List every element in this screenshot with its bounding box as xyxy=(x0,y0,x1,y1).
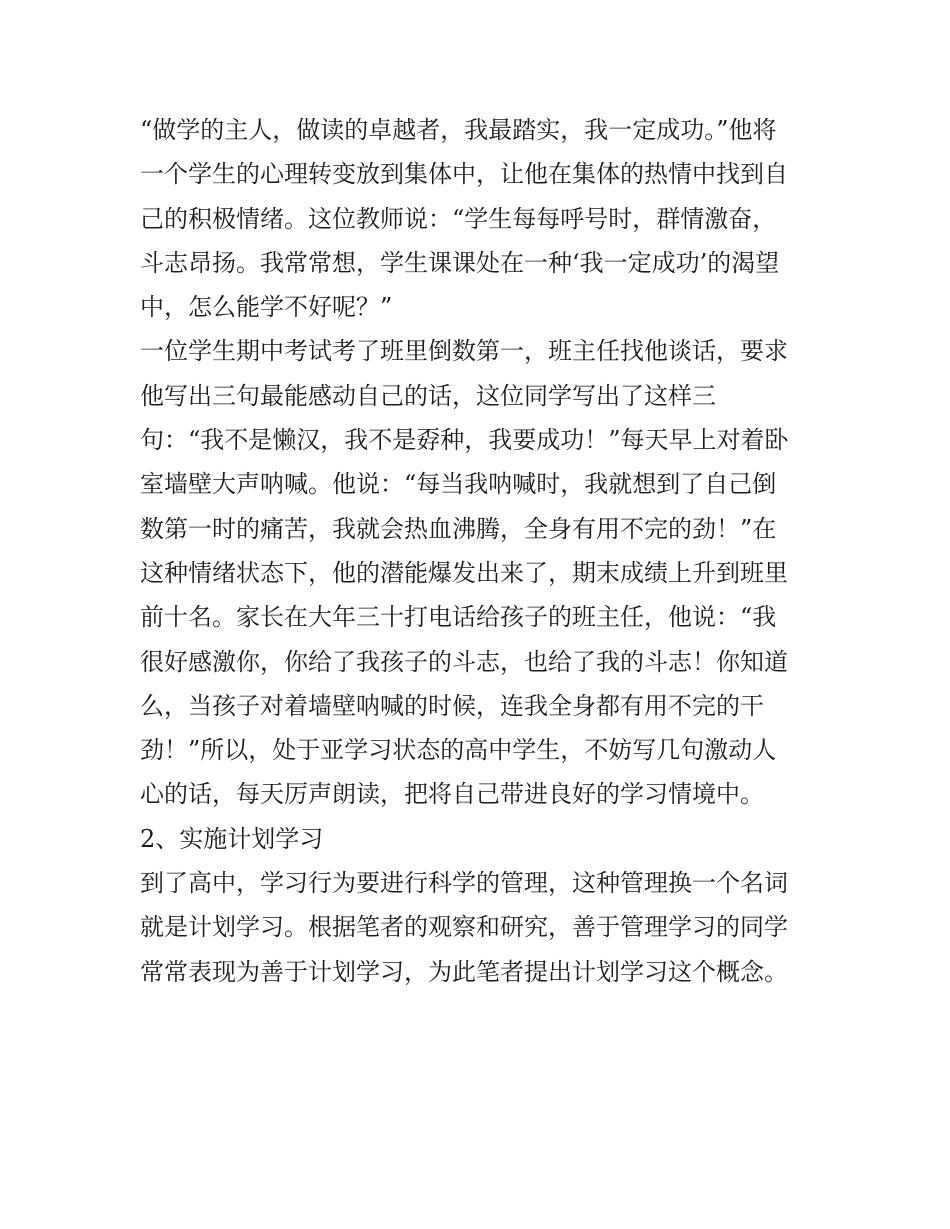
text-line: 就是计划学习。根据笔者的观察和研究，善于管理学习的同学 xyxy=(140,913,788,942)
text-line: 室墙壁大声呐喊。他说：“每当我呐喊时，我就想到了自己倒 xyxy=(140,470,777,499)
text-line: 到了高中，学习行为要进行科学的管理，这种管理换一个名词 xyxy=(140,869,788,898)
text-line: 心的话，每天厉声朗读，把将自己带进良好的学习情境中。 xyxy=(140,780,764,809)
text-line: 中，怎么能学不好呢？” xyxy=(140,293,393,322)
document-body xyxy=(140,108,820,994)
text-line: 这种情绪状态下，他的潜能爆发出来了，期末成绩上升到班里 xyxy=(140,558,788,587)
text-line: 么，当孩子对着墙壁呐喊的时候，连我全身都有用不完的干 xyxy=(140,691,764,720)
text-line: 数第一时的痛苦，我就会热血沸腾，全身有用不完的劲！”在 xyxy=(140,514,777,543)
text-line: 很好感激你，你给了我孩子的斗志，也给了我的斗志！你知道 xyxy=(140,647,788,676)
section-heading: 2、实施计划学习 xyxy=(140,824,324,853)
text-line: 他写出三句最能感动自己的话，这位同学写出了这样三 xyxy=(140,381,716,410)
text-line: “做学的主人，做读的卓越者，我最踏实，我一定成功。”他将 xyxy=(140,116,777,144)
text-line: 前十名。家长在大年三十打电话给孩子的班主任，他说：“我 xyxy=(140,603,777,632)
text-line: 句：“我不是懒汉，我不是孬种，我要成功！”每天早上对着卧 xyxy=(140,426,789,455)
text-line: 一位学生期中考试考了班里倒数第一，班主任找他谈话，要求 xyxy=(140,337,788,366)
text-line: 常常表现为善于计划学习，为此笔者提出计划学习这个概念。 xyxy=(140,957,788,986)
text-line: 己的积极情绪。这位教师说：“学生每每呼号时，群情激奋， xyxy=(140,204,777,233)
text-line: 劲！”所以，处于亚学习状态的高中学生，不妨写几句激动人 xyxy=(140,736,777,765)
text-line: 一个学生的心理转变放到集体中，让他在集体的热情中找到自 xyxy=(140,160,788,189)
text-line: 斗志昂扬。我常常想，学生课课处在一种‘我一定成功’的渴望 xyxy=(140,248,780,277)
